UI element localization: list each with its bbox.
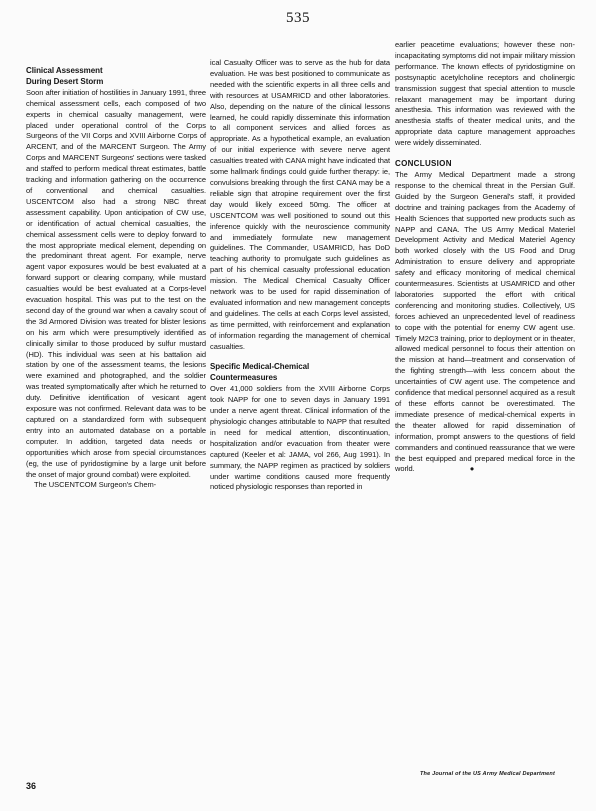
paragraph: Over 41,000 soldiers from the XVIII Airborne Corps took NAPP for one to seven days in January 1991 under a nerve agent threat. Clinical information of the physiologic changes attributable to NAPP that resulted in need for medical attention, discontinuation, hospitalization and/or evacuation from theater were captured (Keeler et al: JAMA, vol 266, Aug 1991). In summary, the NAPP regimen as practiced by soldiers under wartime conditions caused more frequently noticed physiologic responses than reported in [210, 384, 390, 492]
end-of-article-mark: ● [469, 464, 475, 474]
section-heading: Specific Medical-Chemical [210, 362, 310, 372]
column-right [395, 40, 575, 475]
column-left [26, 66, 206, 491]
paragraph: Soon after initiation of hostilities in January 1991, three chemical assessment cells, each composed of two experts in chemical casualty management, were placed under operational control of the Corps Surgeons of the VII Corps and XVIII Airborne Corps of ARCENT, and of the MARCENT Surgeon. The Army Corps and MARCENT Surgeons' sections were tasked and staffed to perform medical threat estimates, battle tracking and information gathering on the occurrence of conventional and chemical casualties. USCENTCOM also had a strong NBC threat assessment capability. Upon anticipation of CW use, or identification of actual chemical casualties, the chemical assessment cells were to deploy forward to the most appropriate medical element, depending on the predominant threat agent. For example, nerve agent vapor exposures would be best evaluated at a forward support or clearing company, while mustard casualties would be best evaluated at a Corps-level evacuation hospital. This was put to the test on the second day of the ground war when a cavalry scout of the 3d Armored Division was treated for blister lesions on his arm which were presumptively identified as clinically similar to those produced by sulfur mustard (HD). This individual was seen at his battalion aid station by one of the assessment teams, the lesions were examined and photographed, and the soldier was treated symptomatically after which he returned to duty. Definitive identification of vesicant agent exposure was not confirmed. Relevant data was to be captured on a standardized form with subsequent entry into an automated database on a portable computer. In addition, targeted data needs or opportunities which arose from special circumstances (eg, the use of pyridostigmine by a large unit before the onset of major ground combat) were exploited. [26, 87, 206, 479]
section-subheading: Countermeasures [210, 373, 278, 383]
paragraph: ical Casualty Officer was to serve as the hub for data evaluation. He was best positioned to communicate as needed with the scientific experts in all three cells and with resources at USAMRICD and other laboratories. Also, depending on the nature of the clinical lessons learned, he could rapidly disseminate this information to all component services and allied forces as appropriate. As a hypothetical example, an evaluation of our initial experience with severe nerve agent casualties treated with CANA might have indicated that some hallmark findings could guide further therapy: ie, convulsions breaking through the first CANA may be a reliable sign that atropine requirement over the first day would likely exceed 50mg. The officer at USCENTCOM was well positioned to sound out this inference quickly with the neuroscience community and immediately formulate new management guidelines. The Commander, USAMRICD, has DoD teaching authority to promulgate such guidelines as part of his chemical casualty professional education mission. The Medical Chemical Casualty Officer network was to be used for rapid dissemination of evaluated information and new management concepts and guidelines. The cells at each Corps level assisted, as time permitted, with reinforcement and explanation of information regarding the management of chemical casualties. [210, 58, 390, 351]
footer-page-number: 36 [26, 781, 37, 791]
section-subheading: During Desert Storm [26, 76, 104, 86]
paragraph: earlier peacetime evaluations; however these non-incapacitating symptoms did not impair military mission performance. The known effects of pyridostigmine on postsynaptic acetylcholine receptors and cholinergic transmission suggest that special attention to muscle relaxant management may be important during anesthesia. This information was reviewed with the anesthesia staffs of theater medical units, and the appropriate data capture management approaches were widely disseminated. [395, 40, 575, 148]
page-number: 535 [286, 10, 310, 26]
paragraph-text: The Army Medical Department made a strong response to the chemical threat in the Persian Gulf. Guided by the Surgeon General's staff, it provided doctrine and training packages from the Academy of Health Sciences that supported new products such as NAPP and CANA. The US Army Medical Materiel Development Activity and Medical Materiel Agency both worked closely with the US Food and Drug Administration to ensure delivery and appropriate safety and efficacy monitoring of medical chemical countermeasures. Scientists at USAMRICD and other laboratories supported the effort with critical conferencing and monitoring studies. Collectively, US forces achieved an unprecedented level of readiness to cope with the potential for enemy CW agent use. Timely M2C3 training, prior to deployment or in theater, allowed medical personnel to focus their attention on the mission at hand—treatment and conservation of the fighting strength—with less concern about the uncertainties of CW agent use. The competence and confidence that medical personnel acquired as a result of these efforts cannot be overestimated. The immediate presence of medical-chemical experts in the theater allowed for rapid dissemination of information, prompt answers to the questions of field commanders and continued reassurance that we were the best equipped and prepared medical force in the world. [395, 169, 575, 474]
spacer [210, 352, 390, 362]
spacer [395, 149, 575, 159]
column-middle [210, 58, 390, 493]
section-heading: CONCLUSION [395, 159, 452, 169]
section-heading: Clinical Assessment [26, 66, 103, 75]
paragraph [395, 170, 575, 475]
footer-journal-title: The Journal of the US Army Medical Department [420, 771, 556, 777]
paragraph: The USCENTCOM Surgeon's Chem- [34, 480, 157, 490]
